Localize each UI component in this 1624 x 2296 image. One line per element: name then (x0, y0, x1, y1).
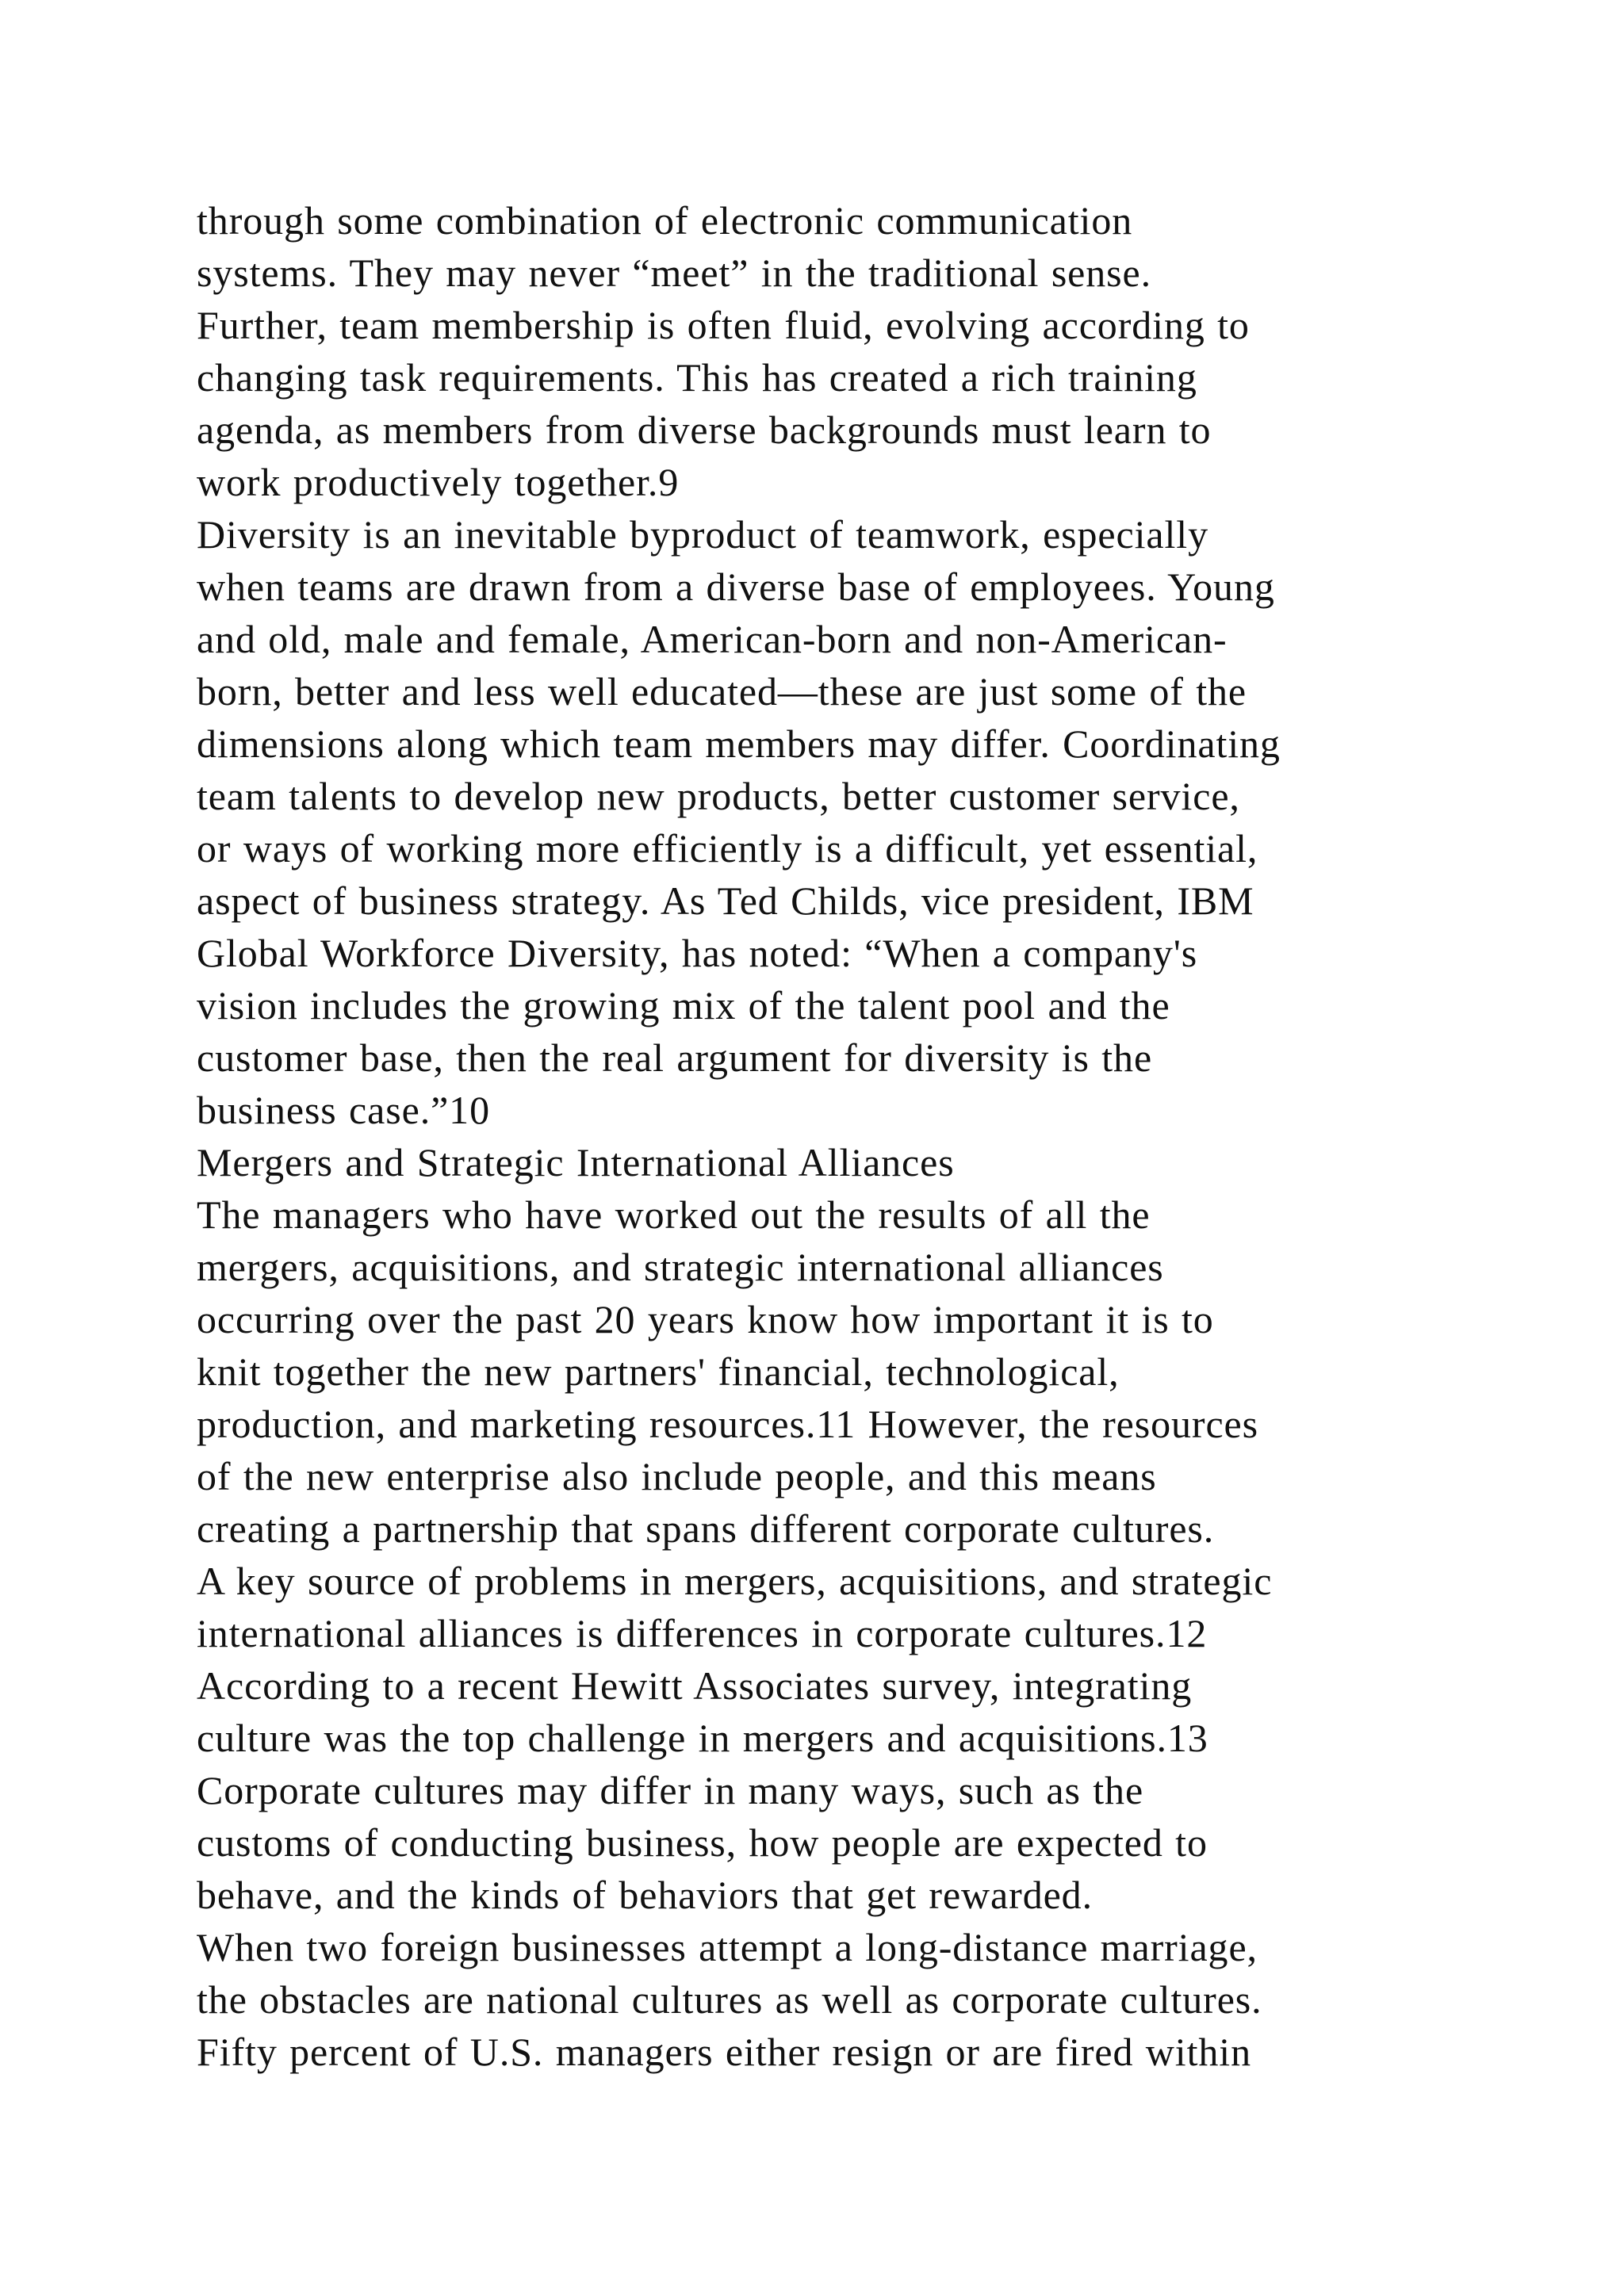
text-line: changing task requirements. This has created a rich training (197, 355, 1197, 400)
text-line: Corporate cultures may differ in many ways, such as the (197, 1768, 1144, 1812)
text-line: work productively together.9 (197, 460, 680, 504)
text-line: agenda, as members from diverse backgrounds must learn to (197, 408, 1212, 452)
text-line: production, and marketing resources.11 However, the resources (197, 1402, 1258, 1446)
text-line: customs of conducting business, how people are expected to (197, 1820, 1208, 1865)
text-line: Further, team membership is often fluid, evolving according to (197, 303, 1250, 347)
text-line: through some combination of electronic communication (197, 198, 1133, 243)
text-line: occurring over the past 20 years know how important it is to (197, 1297, 1214, 1341)
text-line: behave, and the kinds of behaviors that get rewarded. (197, 1873, 1093, 1917)
text-line: knit together the new partners' financial, technological, (197, 1349, 1120, 1394)
text-line: According to a recent Hewitt Associates survey, integrating (197, 1663, 1193, 1708)
text-line: Global Workforce Diversity, has noted: “When a company's (197, 931, 1198, 975)
text-line: A key source of problems in mergers, acquisitions, and strategic (197, 1559, 1273, 1603)
text-line: when teams are drawn from a diverse base of employees. Young (197, 564, 1275, 609)
text-line: culture was the top challenge in mergers and acquisitions.13 (197, 1716, 1208, 1760)
section-heading: Mergers and Strategic International Alliances (197, 1140, 955, 1184)
text-line: dimensions along which team members may differ. Coordinating (197, 721, 1281, 766)
text-line: international alliances is differences in corporate cultures.12 (197, 1611, 1208, 1655)
text-line: Fifty percent of U.S. managers either resign or are fired within (197, 2030, 1251, 2074)
text-line: born, better and less well educated—these are just some of the (197, 669, 1247, 714)
text-line: customer base, then the real argument for diversity is the (197, 1035, 1153, 1080)
text-line: team talents to develop new products, better customer service, (197, 774, 1240, 818)
text-line: and old, male and female, American-born and non-American- (197, 617, 1228, 661)
text-line: business case.”10 (197, 1088, 490, 1132)
text-line: of the new enterprise also include people, and this means (197, 1454, 1157, 1498)
text-line: the obstacles are national cultures as well as corporate cultures. (197, 1977, 1262, 2022)
text-line: When two foreign businesses attempt a long-distance marriage, (197, 1925, 1258, 1969)
text-line: creating a partnership that spans different corporate cultures. (197, 1506, 1215, 1551)
text-line: The managers who have worked out the results of all the (197, 1192, 1151, 1237)
text-line: Diversity is an inevitable byproduct of teamwork, especially (197, 512, 1208, 557)
text-line: aspect of business strategy. As Ted Childs, vice president, IBM (197, 878, 1254, 923)
text-line: vision includes the growing mix of the talent pool and the (197, 983, 1170, 1027)
body-text (197, 194, 1561, 2078)
text-line: or ways of working more efficiently is a difficult, yet essential, (197, 826, 1258, 871)
text-line: mergers, acquisitions, and strategic international alliances (197, 1245, 1164, 1289)
text-line: systems. They may never “meet” in the traditional sense. (197, 251, 1152, 295)
